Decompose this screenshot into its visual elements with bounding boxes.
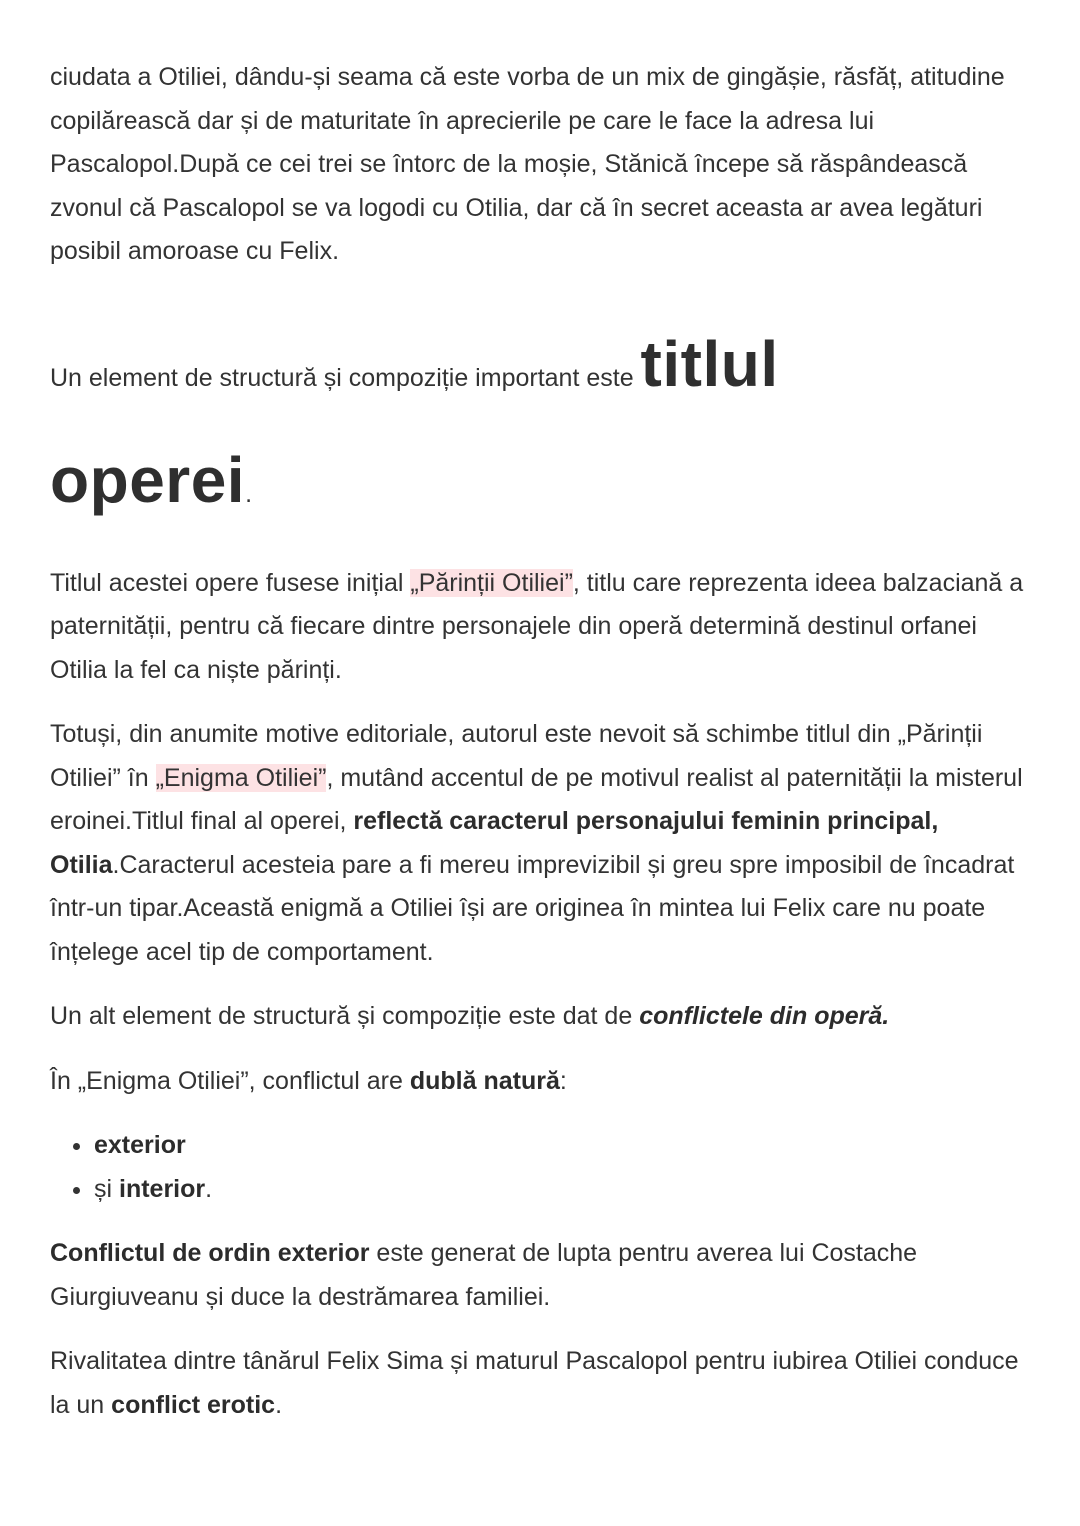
bold-text: interior [119, 1174, 206, 1203]
title-heading-line [50, 322, 1032, 420]
text-segment: . [205, 1174, 213, 1203]
bold-text: conflict erotic [111, 1390, 276, 1419]
heading-dot: . [245, 479, 253, 508]
text-segment: . [275, 1390, 283, 1419]
text-segment: și [94, 1174, 119, 1203]
paragraph-text: ciudata a Otiliei, dându-și seama că este vorba de un mix de gingășie, răsfăț, atitudine copilărească dar și de maturitate în aprecierile pe care le face la adresa lui Pascalopol.După ce cei trei se întorc de la moșie, Stănică începe să răspândească zvonul că Pascalopol se va logodi cu Otilia, dar că în secret aceasta ar avea legături posibil amoroase cu Felix. [50, 63, 1005, 265]
paragraph-exterior-conflict [50, 1232, 1032, 1319]
bold-text: Conflictul de ordin exterior [50, 1239, 370, 1267]
text-segment: Totuși, din anumite motive editoriale, autorul este nevoit să schimbe titlul din „Părinții Otiliei” în [50, 720, 983, 792]
text-segment: , mutând accentul de pe motivul realist al paternității la misterul eroinei.Titlul final al operei, [50, 763, 1023, 835]
paragraph-dual-nature [50, 1060, 1032, 1104]
bold-italic-text: conflictele din operă. [639, 1002, 890, 1030]
text-segment: Rivalitatea dintre tânărul Felix Sima și maturul Pascalopol pentru iubirea Otiliei conduce la un [50, 1347, 1019, 1419]
text-segment: Un alt element de structură și compoziție este dat de [50, 1002, 640, 1030]
text-segment: este generat de lupta pentru averea lui Costache Giurgiuveanu și duce la destrămarea familiei. [50, 1239, 918, 1311]
heading-intro-text: Un element de structură și compoziție important este [50, 363, 641, 392]
text-segment: : [559, 1066, 567, 1095]
heading-big-word-titlul: titlul [640, 327, 779, 400]
paragraph-otilia-character [50, 56, 1032, 274]
bold-text: exterior [94, 1131, 186, 1159]
bold-text: reflectă caracterul personajului feminin principal, Otilia [50, 807, 939, 879]
highlight-parintii-otiliei: „Părinții Otiliei” [410, 568, 573, 597]
list-item [94, 1124, 1032, 1168]
list-item [94, 1168, 1032, 1212]
heading-big-word-operei: operei [50, 443, 246, 516]
paragraph-title-change [50, 713, 1032, 974]
title-heading-line-2 [50, 443, 1032, 526]
highlight-enigma-otiliei: „Enigma Otiliei” [155, 763, 327, 792]
paragraph-erotic-conflict [50, 1340, 1032, 1427]
paragraph-initial-title [50, 562, 1032, 693]
text-segment: .Caracterul acesteia pare a fi mereu imprevizibil și greu spre imposibil de încadrat într-un tipar.Această enigmă a Otiliei își are originea în mintea lui Felix care nu poate înțelege acel tip de comportament. [50, 850, 1015, 966]
text-segment: , titlu care reprezenta ideea balzaciană a paternității, pentru că fiecare dintre personajele din operă determină destinul orfanei Otilia la fel ca niște părinți. [50, 568, 1024, 684]
paragraph-conflicts-intro [50, 995, 1032, 1039]
text-segment: În „Enigma Otiliei”, conflictul are [50, 1066, 410, 1095]
text-segment: Titlul acestei opere fusese inițial [50, 568, 411, 597]
conflict-types-list [50, 1124, 1032, 1211]
bold-text: dublă natură [409, 1066, 560, 1095]
